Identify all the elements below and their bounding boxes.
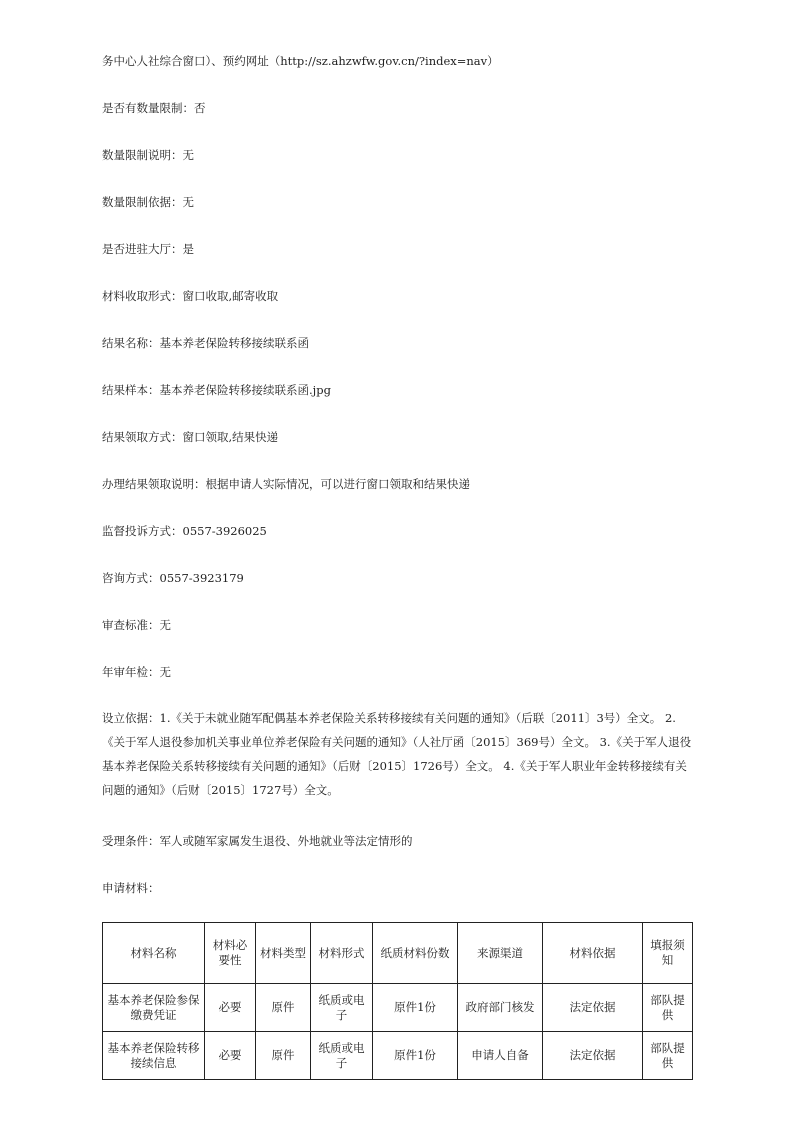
table-row	[103, 1032, 693, 1080]
table-cell: 原件1份	[373, 984, 458, 1032]
info-line: 材料收取形式：窗口收取,邮寄收取	[102, 289, 279, 303]
table-cell: 纸质或电子	[311, 1032, 373, 1080]
header-cell: 材料类型	[256, 923, 311, 984]
table-row	[103, 984, 693, 1032]
table-cell: 必要	[205, 1032, 256, 1080]
legal-basis-paragraph: 设立依据：1.《关于未就业随军配偶基本养老保险关系转移接续有关问题的通知》（后联〔2011〕3号）全文。 2.《关于军人退役参加机关事业单位养老保险有关问题的通知》（人社厅函〔2015〕369号）全文。 3.《关于军人退役基本养老保险关系转移接续有关问题的通知》（后财〔2015〕1726号）全文。 4.《关于军人职业年金转移接续有关问题的通知》（后财〔2015〕1727号）全文。	[102, 711, 692, 797]
info-line: 是否进驻大厅：是	[102, 242, 194, 256]
info-line: 年审年检：无	[102, 665, 171, 679]
info-line: 办理结果领取说明：根据申请人实际情况，可以进行窗口领取和结果快递	[102, 477, 470, 491]
info-line: 审查标准：无	[102, 618, 171, 632]
info-line: 监督投诉方式：0557-3926025	[102, 524, 267, 538]
header-cell: 材料形式	[311, 923, 373, 984]
table-cell: 原件	[256, 1032, 311, 1080]
table-cell: 部队提供	[643, 1032, 693, 1080]
table-cell: 法定依据	[543, 1032, 643, 1080]
header-cell: 来源渠道	[458, 923, 543, 984]
header-cell: 填报须知	[643, 923, 693, 984]
materials-table	[102, 922, 693, 1080]
table-cell: 原件	[256, 984, 311, 1032]
table-header-row	[103, 923, 693, 984]
header-cell: 材料必要性	[205, 923, 256, 984]
info-line: 数量限制说明：无	[102, 148, 194, 162]
info-line: 是否有数量限制：否	[102, 101, 206, 115]
info-line: 结果样本：基本养老保险转移接续联系函.jpg	[102, 383, 331, 397]
table-cell: 法定依据	[543, 984, 643, 1032]
table-cell: 申请人自备	[458, 1032, 543, 1080]
info-line: 结果名称：基本养老保险转移接续联系函	[102, 336, 309, 350]
table-cell: 部队提供	[643, 984, 693, 1032]
acceptance-conditions: 受理条件：军人或随军家属发生退役、外地就业等法定情形的	[102, 834, 413, 848]
header-cell: 材料依据	[543, 923, 643, 984]
table-cell: 政府部门核发	[458, 984, 543, 1032]
table-cell: 纸质或电子	[311, 984, 373, 1032]
header-cell: 材料名称	[103, 923, 205, 984]
info-line: 结果领取方式：窗口领取,结果快递	[102, 430, 279, 444]
table-cell: 必要	[205, 984, 256, 1032]
table-cell: 基本养老保险参保缴费凭证	[103, 984, 205, 1032]
table-cell: 原件1份	[373, 1032, 458, 1080]
table-cell: 基本养老保险转移接续信息	[103, 1032, 205, 1080]
materials-label: 申请材料：	[102, 881, 160, 895]
info-line: 数量限制依据：无	[102, 195, 194, 209]
info-line: 务中心人社综合窗口）、预约网址（http://sz.ahzwfw.gov.cn/?index=nav）	[102, 54, 499, 68]
header-cell: 纸质材料份数	[373, 923, 458, 984]
info-line: 咨询方式：0557-3923179	[102, 571, 244, 585]
